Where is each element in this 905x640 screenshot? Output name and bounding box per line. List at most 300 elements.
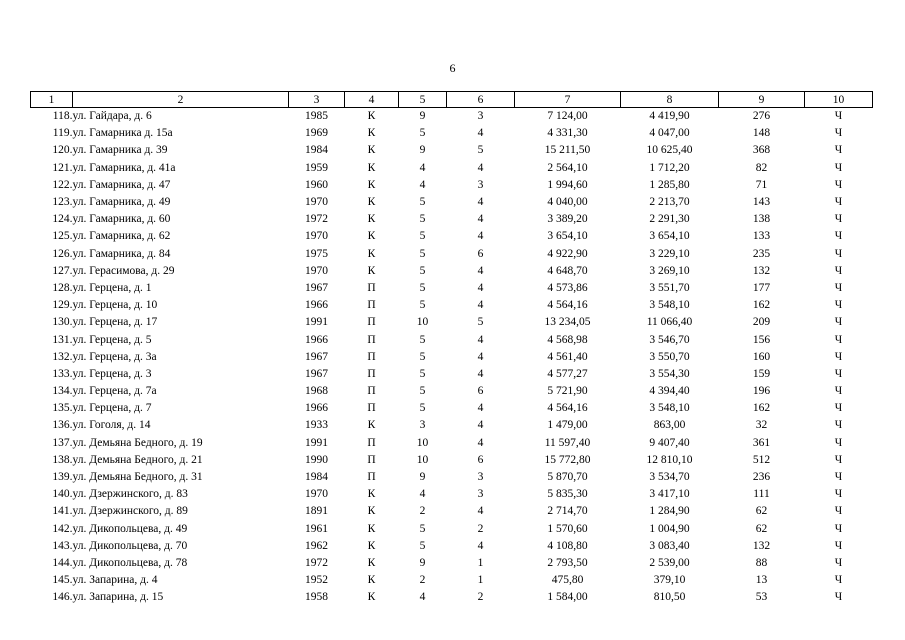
table-cell-col-8: 3 554,30 bbox=[649, 367, 690, 380]
table-cell-col-9: 138 bbox=[752, 213, 771, 226]
table-cell-col-6: 4 bbox=[477, 161, 484, 174]
table-cell-col-4: П bbox=[367, 316, 376, 329]
table-cell-col-9: 512 bbox=[752, 453, 771, 466]
table-cell-col-7: 4 573,86 bbox=[547, 281, 588, 294]
table-cell-col-8: 1 004,90 bbox=[649, 522, 690, 535]
table-cell-col-4: П bbox=[367, 367, 376, 380]
table-cell-col-5: 5 bbox=[419, 350, 426, 363]
table-cell-col-7: 4 648,70 bbox=[547, 264, 588, 277]
table-row bbox=[31, 417, 873, 434]
table-row bbox=[31, 263, 873, 280]
table-cell-col-6: 4 bbox=[477, 367, 484, 380]
table-cell-col-8: 3 546,70 bbox=[649, 333, 690, 346]
table-cell-col-9: 53 bbox=[755, 591, 768, 604]
table-cell-col-9: 177 bbox=[752, 281, 771, 294]
table-cell-col-10: Ч bbox=[834, 556, 843, 569]
table-cell-col-6: 4 bbox=[477, 299, 484, 312]
table-cell-col-9: 132 bbox=[752, 264, 771, 277]
table-cell-col-8: 2 539,00 bbox=[649, 556, 690, 569]
table-cell-col-4: К bbox=[367, 230, 376, 243]
table-cell-col-3: 1967 bbox=[305, 281, 328, 294]
table-cell-col-8: 1 285,80 bbox=[649, 178, 690, 191]
table-cell-col-2: ул. Запарина, д. 15 bbox=[72, 591, 164, 604]
table-cell-col-8: 4 394,40 bbox=[649, 385, 690, 398]
table-cell-col-8: 2 291,30 bbox=[649, 213, 690, 226]
table-cell-col-8: 4 047,00 bbox=[649, 127, 690, 140]
table-cell-col-7: 4 568,98 bbox=[547, 333, 588, 346]
table-cell-col-4: К bbox=[367, 539, 376, 552]
table-cell-col-2: ул. Гайдара, д. 6 bbox=[72, 110, 152, 123]
table-cell-col-2: ул. Герцена, д. 3а bbox=[72, 350, 157, 363]
table-cell-col-8: 810,50 bbox=[653, 591, 686, 604]
table-cell-col-7: 4 564,16 bbox=[547, 402, 588, 415]
table-cell-col-7: 4 564,16 bbox=[547, 299, 588, 312]
table-cell-col-7: 475,80 bbox=[551, 574, 584, 587]
table-cell-col-9: 88 bbox=[755, 556, 768, 569]
table-cell-col-1: 146. bbox=[52, 591, 73, 604]
table-cell-col-9: 209 bbox=[752, 316, 771, 329]
table-cell-col-1: 124. bbox=[52, 213, 73, 226]
table-cell-col-3: 1967 bbox=[305, 367, 328, 380]
table-cell-col-1: 135. bbox=[52, 402, 73, 415]
table-cell-col-4: П bbox=[367, 402, 376, 415]
table-cell-col-2: ул. Гамарника, д. 41а bbox=[72, 161, 176, 174]
table-cell-col-1: 137. bbox=[52, 436, 73, 449]
table-cell-col-7: 3 389,20 bbox=[547, 213, 588, 226]
table-cell-col-2: ул. Демьяна Бедного, д. 19 bbox=[72, 436, 203, 449]
table-cell-col-7: 4 577,27 bbox=[547, 367, 588, 380]
table-cell-col-6: 4 bbox=[477, 333, 484, 346]
table-row bbox=[31, 211, 873, 228]
table-cell-col-7: 4 561,40 bbox=[547, 350, 588, 363]
table-cell-col-9: 71 bbox=[755, 178, 768, 191]
table-cell-col-5: 5 bbox=[419, 367, 426, 380]
table-cell-col-6: 3 bbox=[477, 110, 484, 123]
table-cell-col-6: 4 bbox=[477, 127, 484, 140]
table-cell-col-9: 368 bbox=[752, 144, 771, 157]
table-cell-col-10: Ч bbox=[834, 522, 843, 535]
table-cell-col-3: 1975 bbox=[305, 247, 328, 260]
table-cell-col-2: ул. Демьяна Бедного, д. 31 bbox=[72, 471, 203, 484]
table-cell-col-2: ул. Дикопольцева, д. 78 bbox=[72, 556, 188, 569]
table-cell-col-10: Ч bbox=[834, 453, 843, 466]
table-cell-col-7: 5 835,30 bbox=[547, 488, 588, 501]
table-cell-col-6: 5 bbox=[477, 144, 484, 157]
table-cell-col-3: 1960 bbox=[305, 178, 328, 191]
table-cell-col-2: ул. Гамарника, д. 49 bbox=[72, 196, 171, 209]
table-cell-col-5: 9 bbox=[419, 556, 426, 569]
table-cell-col-8: 3 534,70 bbox=[649, 471, 690, 484]
table-cell-col-10: Ч bbox=[834, 385, 843, 398]
table-cell-col-8: 9 407,40 bbox=[649, 436, 690, 449]
table-cell-col-10: Ч bbox=[834, 471, 843, 484]
table-cell-col-10: Ч bbox=[834, 574, 843, 587]
table-cell-col-1: 121. bbox=[52, 161, 73, 174]
table-row bbox=[31, 331, 873, 348]
table-cell-col-4: П bbox=[367, 471, 376, 484]
table-cell-col-5: 2 bbox=[419, 574, 426, 587]
table-cell-col-5: 5 bbox=[419, 196, 426, 209]
table-row bbox=[31, 177, 873, 194]
table-cell-col-8: 12 810,10 bbox=[646, 453, 693, 466]
table-cell-col-4: П bbox=[367, 281, 376, 294]
table-cell-col-9: 32 bbox=[755, 419, 768, 432]
table-cell-col-3: 1966 bbox=[305, 402, 328, 415]
table-cell-col-7: 15 772,80 bbox=[544, 453, 591, 466]
table-cell-col-5: 5 bbox=[419, 522, 426, 535]
table-cell-col-6: 4 bbox=[477, 264, 484, 277]
table-cell-col-4: К bbox=[367, 556, 376, 569]
table-cell-col-2: ул. Гоголя, д. 14 bbox=[72, 419, 151, 432]
table-cell-col-1: 131. bbox=[52, 333, 73, 346]
table-row bbox=[31, 572, 873, 589]
table-cell-col-6: 3 bbox=[477, 488, 484, 501]
table-cell-col-8: 10 625,40 bbox=[646, 144, 693, 157]
table-cell-col-9: 196 bbox=[752, 385, 771, 398]
table-cell-col-1: 139. bbox=[52, 471, 73, 484]
table-cell-col-4: П bbox=[367, 436, 376, 449]
table-cell-col-4: К bbox=[367, 505, 376, 518]
column-header-1: 1 bbox=[31, 92, 73, 108]
table-cell-col-2: ул. Герцена, д. 7 bbox=[72, 402, 152, 415]
table-cell-col-6: 1 bbox=[477, 574, 484, 587]
table-cell-col-1: 128. bbox=[52, 281, 73, 294]
table-cell-col-4: К bbox=[367, 196, 376, 209]
table-cell-col-1: 138. bbox=[52, 453, 73, 466]
table-cell-col-4: К bbox=[367, 127, 376, 140]
table-cell-col-2: ул. Герцена, д. 5 bbox=[72, 333, 152, 346]
table-cell-col-1: 130. bbox=[52, 316, 73, 329]
table-cell-col-8: 1 712,20 bbox=[649, 161, 690, 174]
table-cell-col-10: Ч bbox=[834, 488, 843, 501]
table-cell-col-9: 276 bbox=[752, 110, 771, 123]
table-row bbox=[31, 366, 873, 383]
table-cell-col-5: 4 bbox=[419, 161, 426, 174]
table-cell-col-10: Ч bbox=[834, 333, 843, 346]
table-cell-col-2: ул. Гамарника, д. 47 bbox=[72, 178, 171, 191]
table-cell-col-6: 6 bbox=[477, 453, 484, 466]
table-cell-col-2: ул. Гамарника, д. 62 bbox=[72, 230, 171, 243]
table-cell-col-6: 4 bbox=[477, 230, 484, 243]
page-number: 6 bbox=[449, 61, 456, 75]
table-cell-col-9: 162 bbox=[752, 402, 771, 415]
table-cell-col-5: 5 bbox=[419, 230, 426, 243]
table-cell-col-6: 4 bbox=[477, 419, 484, 432]
table-cell-col-4: П bbox=[367, 453, 376, 466]
table-cell-col-7: 5 721,90 bbox=[547, 385, 588, 398]
table-cell-col-10: Ч bbox=[834, 299, 843, 312]
table-cell-col-6: 4 bbox=[477, 402, 484, 415]
table-cell-col-7: 5 870,70 bbox=[547, 471, 588, 484]
table-cell-col-3: 1962 bbox=[305, 539, 328, 552]
table-cell-col-6: 6 bbox=[477, 385, 484, 398]
table-cell-col-5: 3 bbox=[419, 419, 426, 432]
table-cell-col-9: 82 bbox=[755, 161, 768, 174]
table-row bbox=[31, 435, 873, 452]
table-cell-col-9: 236 bbox=[752, 471, 771, 484]
table-cell-col-7: 4 108,80 bbox=[547, 539, 588, 552]
column-header-4: 4 bbox=[345, 92, 399, 108]
table-cell-col-6: 4 bbox=[477, 350, 484, 363]
table-cell-col-6: 3 bbox=[477, 178, 484, 191]
table-cell-col-10: Ч bbox=[834, 350, 843, 363]
table-row bbox=[31, 349, 873, 366]
table-cell-col-3: 1968 bbox=[305, 385, 328, 398]
table-cell-col-2: ул. Герцена, д. 3 bbox=[72, 367, 152, 380]
table-cell-col-2: ул. Дзержинского, д. 83 bbox=[72, 488, 188, 501]
table-cell-col-4: К bbox=[367, 213, 376, 226]
table-cell-col-3: 1959 bbox=[305, 161, 328, 174]
table-cell-col-3: 1961 bbox=[305, 522, 328, 535]
table-cell-col-10: Ч bbox=[834, 213, 843, 226]
table-cell-col-5: 5 bbox=[419, 385, 426, 398]
table-cell-col-9: 361 bbox=[752, 436, 771, 449]
table-cell-col-9: 132 bbox=[752, 539, 771, 552]
table-cell-col-6: 4 bbox=[477, 436, 484, 449]
column-header-9: 9 bbox=[719, 92, 805, 108]
table-cell-col-7: 13 234,05 bbox=[544, 316, 591, 329]
table-cell-col-2: ул. Дикопольцева, д. 49 bbox=[72, 522, 188, 535]
table-header-row bbox=[31, 92, 873, 108]
table-cell-col-2: ул. Герасимова, д. 29 bbox=[72, 264, 175, 277]
table-cell-col-3: 1972 bbox=[305, 556, 328, 569]
table-row bbox=[31, 160, 873, 177]
table-cell-col-5: 5 bbox=[419, 539, 426, 552]
table-cell-col-2: ул. Гамарника д. 15а bbox=[72, 127, 173, 140]
table-cell-col-3: 1967 bbox=[305, 350, 328, 363]
table-cell-col-9: 143 bbox=[752, 196, 771, 209]
table-cell-col-6: 4 bbox=[477, 539, 484, 552]
table-cell-col-1: 144. bbox=[52, 556, 73, 569]
table-cell-col-10: Ч bbox=[834, 402, 843, 415]
table-cell-col-10: Ч bbox=[834, 144, 843, 157]
table-cell-col-1: 126. bbox=[52, 247, 73, 260]
table-cell-col-1: 143. bbox=[52, 539, 73, 552]
table-cell-col-8: 3 417,10 bbox=[649, 488, 690, 501]
table-cell-col-3: 1891 bbox=[305, 505, 328, 518]
table-cell-col-3: 1991 bbox=[305, 316, 328, 329]
table-cell-col-10: Ч bbox=[834, 591, 843, 604]
table-cell-col-8: 3 548,10 bbox=[649, 402, 690, 415]
table-cell-col-6: 2 bbox=[477, 591, 484, 604]
table-row bbox=[31, 538, 873, 555]
table-cell-col-6: 4 bbox=[477, 213, 484, 226]
table-cell-col-8: 3 654,10 bbox=[649, 230, 690, 243]
table-cell-col-1: 119. bbox=[52, 127, 73, 140]
table-cell-col-3: 1984 bbox=[305, 471, 328, 484]
table-row bbox=[31, 280, 873, 297]
table-cell-col-7: 1 994,60 bbox=[547, 178, 588, 191]
table-cell-col-9: 133 bbox=[752, 230, 771, 243]
table-cell-col-5: 2 bbox=[419, 505, 426, 518]
table-cell-col-1: 122. bbox=[52, 178, 73, 191]
table-cell-col-10: Ч bbox=[834, 436, 843, 449]
column-header-10: 10 bbox=[805, 92, 873, 108]
table-cell-col-6: 1 bbox=[477, 556, 484, 569]
table-cell-col-7: 1 570,60 bbox=[547, 522, 588, 535]
table-cell-col-1: 129. bbox=[52, 299, 73, 312]
table-cell-col-6: 4 bbox=[477, 505, 484, 518]
table-cell-col-3: 1990 bbox=[305, 453, 328, 466]
column-header-6: 6 bbox=[447, 92, 515, 108]
table-cell-col-1: 136. bbox=[52, 419, 73, 432]
table-cell-col-10: Ч bbox=[834, 281, 843, 294]
table-cell-col-1: 132. bbox=[52, 350, 73, 363]
table-cell-col-4: К bbox=[367, 522, 376, 535]
table-cell-col-2: ул. Демьяна Бедного, д. 21 bbox=[72, 453, 203, 466]
table-cell-col-7: 1 479,00 bbox=[547, 419, 588, 432]
table-row bbox=[31, 108, 873, 126]
table-cell-col-3: 1969 bbox=[305, 127, 328, 140]
table-row bbox=[31, 452, 873, 469]
table-cell-col-6: 2 bbox=[477, 522, 484, 535]
table-cell-col-8: 3 551,70 bbox=[649, 281, 690, 294]
table-cell-col-10: Ч bbox=[834, 127, 843, 140]
table-cell-col-10: Ч bbox=[834, 196, 843, 209]
table-row bbox=[31, 314, 873, 331]
table-cell-col-6: 4 bbox=[477, 196, 484, 209]
table-cell-col-6: 3 bbox=[477, 471, 484, 484]
table-cell-col-4: К bbox=[367, 264, 376, 277]
table-body bbox=[31, 108, 873, 607]
table-cell-col-10: Ч bbox=[834, 505, 843, 518]
table-cell-col-4: П bbox=[367, 385, 376, 398]
table-cell-col-3: 1933 bbox=[305, 419, 328, 432]
table-cell-col-7: 7 124,00 bbox=[547, 110, 588, 123]
table-cell-col-8: 1 284,90 bbox=[649, 505, 690, 518]
table-cell-col-10: Ч bbox=[834, 367, 843, 380]
table-cell-col-2: ул. Гамарника д. 39 bbox=[72, 144, 168, 157]
table-cell-col-6: 6 bbox=[477, 247, 484, 260]
table-cell-col-3: 1985 bbox=[305, 110, 328, 123]
table-cell-col-4: К bbox=[367, 419, 376, 432]
table-cell-col-9: 62 bbox=[755, 522, 768, 535]
table-cell-col-1: 145. bbox=[52, 574, 73, 587]
table-cell-col-4: К bbox=[367, 591, 376, 604]
table-cell-col-7: 1 584,00 bbox=[547, 591, 588, 604]
table-cell-col-8: 379,10 bbox=[653, 574, 686, 587]
table-cell-col-1: 142. bbox=[52, 522, 73, 535]
table-cell-col-7: 2 564,10 bbox=[547, 161, 588, 174]
table-cell-col-1: 123. bbox=[52, 196, 73, 209]
table-row bbox=[31, 228, 873, 245]
housing-table bbox=[30, 91, 873, 606]
table-cell-col-7: 4 922,90 bbox=[547, 247, 588, 260]
table-cell-col-10: Ч bbox=[834, 419, 843, 432]
table-cell-col-2: ул. Гамарника, д. 84 bbox=[72, 247, 171, 260]
table-cell-col-5: 5 bbox=[419, 127, 426, 140]
table-cell-col-4: К bbox=[367, 144, 376, 157]
table-cell-col-1: 127. bbox=[52, 264, 73, 277]
table-row bbox=[31, 521, 873, 538]
table-row bbox=[31, 194, 873, 211]
table-cell-col-2: ул. Гамарника, д. 60 bbox=[72, 213, 171, 226]
table-cell-col-5: 4 bbox=[419, 488, 426, 501]
table-cell-col-9: 156 bbox=[752, 333, 771, 346]
table-cell-col-7: 11 597,40 bbox=[544, 436, 591, 449]
table-cell-col-5: 5 bbox=[419, 299, 426, 312]
table-cell-col-8: 3 269,10 bbox=[649, 264, 690, 277]
table-cell-col-3: 1970 bbox=[305, 230, 328, 243]
table-cell-col-8: 3 083,40 bbox=[649, 539, 690, 552]
table-cell-col-2: ул. Герцена, д. 17 bbox=[72, 316, 158, 329]
table-cell-col-4: К bbox=[367, 247, 376, 260]
table-row bbox=[31, 125, 873, 142]
table-cell-col-1: 140. bbox=[52, 488, 73, 501]
table-cell-col-4: К bbox=[367, 488, 376, 501]
table-cell-col-10: Ч bbox=[834, 110, 843, 123]
table-cell-col-5: 5 bbox=[419, 213, 426, 226]
table-cell-col-3: 1970 bbox=[305, 488, 328, 501]
table-row bbox=[31, 297, 873, 314]
table-row bbox=[31, 503, 873, 520]
table-row bbox=[31, 555, 873, 572]
table-cell-col-4: П bbox=[367, 350, 376, 363]
column-header-3: 3 bbox=[289, 92, 345, 108]
table-row bbox=[31, 589, 873, 606]
table-cell-col-2: ул. Дзержинского, д. 89 bbox=[72, 505, 188, 518]
table-cell-col-9: 235 bbox=[752, 247, 771, 260]
table-cell-col-9: 62 bbox=[755, 505, 768, 518]
table-cell-col-3: 1966 bbox=[305, 299, 328, 312]
table-cell-col-10: Ч bbox=[834, 539, 843, 552]
table-cell-col-8: 2 213,70 bbox=[649, 196, 690, 209]
table-cell-col-1: 118. bbox=[52, 110, 73, 123]
table-cell-col-10: Ч bbox=[834, 264, 843, 277]
table-cell-col-7: 4 040,00 bbox=[547, 196, 588, 209]
table-cell-col-9: 13 bbox=[755, 574, 768, 587]
table-cell-col-10: Ч bbox=[834, 247, 843, 260]
table-cell-col-7: 3 654,10 bbox=[547, 230, 588, 243]
table-cell-col-7: 2 714,70 bbox=[547, 505, 588, 518]
table-cell-col-3: 1991 bbox=[305, 436, 328, 449]
table-cell-col-4: П bbox=[367, 299, 376, 312]
column-header-8: 8 bbox=[621, 92, 719, 108]
table-cell-col-5: 9 bbox=[419, 110, 426, 123]
table-cell-col-9: 111 bbox=[753, 488, 770, 501]
table-cell-col-5: 5 bbox=[419, 247, 426, 260]
table-cell-col-5: 10 bbox=[416, 436, 429, 449]
column-header-7: 7 bbox=[515, 92, 621, 108]
table-cell-col-4: П bbox=[367, 333, 376, 346]
table-cell-col-2: ул. Герцена, д. 1 bbox=[72, 281, 152, 294]
table-cell-col-7: 4 331,30 bbox=[547, 127, 588, 140]
table-cell-col-3: 1966 bbox=[305, 333, 328, 346]
table-cell-col-5: 5 bbox=[419, 281, 426, 294]
table-cell-col-3: 1970 bbox=[305, 196, 328, 209]
table-cell-col-2: ул. Герцена, д. 10 bbox=[72, 299, 158, 312]
table-cell-col-2: ул. Запарина, д. 4 bbox=[72, 574, 158, 587]
table-cell-col-10: Ч bbox=[834, 230, 843, 243]
table-cell-col-3: 1972 bbox=[305, 213, 328, 226]
table-cell-col-9: 159 bbox=[752, 367, 771, 380]
table-cell-col-1: 120. bbox=[52, 144, 73, 157]
table-cell-col-9: 148 bbox=[752, 127, 771, 140]
table-row bbox=[31, 142, 873, 159]
table-cell-col-5: 10 bbox=[416, 453, 429, 466]
table-cell-col-5: 9 bbox=[419, 471, 426, 484]
table-cell-col-8: 863,00 bbox=[653, 419, 686, 432]
table-cell-col-3: 1958 bbox=[305, 591, 328, 604]
table-cell-col-4: К bbox=[367, 110, 376, 123]
table-row bbox=[31, 486, 873, 503]
table-cell-col-10: Ч bbox=[834, 161, 843, 174]
table-cell-col-1: 133. bbox=[52, 367, 73, 380]
table-row bbox=[31, 469, 873, 486]
table-cell-col-5: 5 bbox=[419, 402, 426, 415]
table-cell-col-5: 9 bbox=[419, 144, 426, 157]
table-cell-col-8: 4 419,90 bbox=[649, 110, 690, 123]
